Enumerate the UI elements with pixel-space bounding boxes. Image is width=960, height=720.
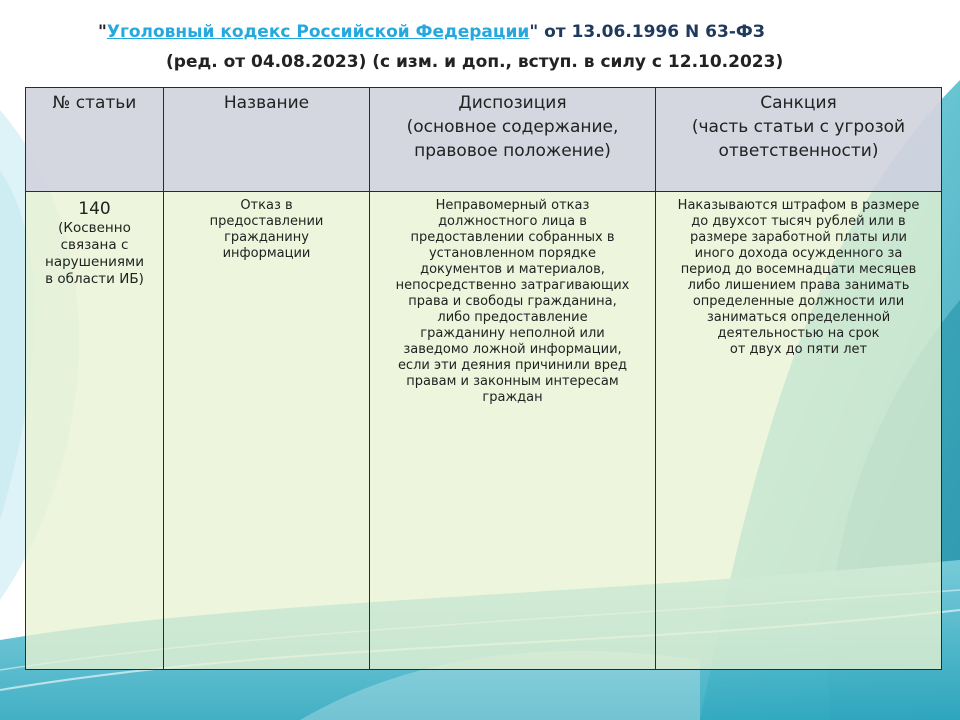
code-link[interactable]: Уголовный кодекс Российской Федерации	[106, 22, 530, 42]
page-title	[98, 22, 765, 42]
header-line: Диспозиция	[458, 93, 567, 113]
header-line: (основное содержание,	[406, 117, 619, 137]
sanction-line: период до восемнадцати месяцев	[680, 262, 917, 277]
cell-name	[164, 192, 370, 670]
disposition-line: если эти деяния причинили вред	[397, 358, 628, 373]
header-article-number	[26, 88, 164, 192]
name-line: гражданину	[224, 230, 309, 245]
title-quote-open: "	[98, 22, 107, 42]
header-name	[164, 88, 370, 192]
sanction-line: до двухсот тысяч рублей или в	[691, 214, 906, 229]
cell-sanction	[656, 192, 942, 670]
table-header-row	[26, 88, 942, 192]
disposition-line: предоставлении собранных в	[410, 230, 615, 245]
page-subtitle: (ред. от 04.08.2023) (с изм. и доп., вступ. в силу с 12.10.2023)	[166, 52, 784, 72]
disposition-line: непосредственно затрагивающих	[395, 278, 630, 293]
slide-header	[0, 0, 960, 85]
header-line: правовое положение)	[414, 141, 611, 161]
name-line: информации	[222, 246, 311, 261]
article-number: 140	[78, 199, 111, 219]
header-line: ответственности)	[718, 141, 879, 161]
article-note-line: в области ИБ)	[45, 271, 144, 287]
title-rest: " от 13.06.1996 N 63-ФЗ	[529, 22, 765, 42]
cell-disposition	[370, 192, 656, 670]
sanction-line: либо лишением права занимать	[687, 278, 910, 293]
header-line: Название	[223, 93, 310, 113]
article-note-line: нарушениями	[45, 254, 144, 270]
law-table	[25, 87, 942, 670]
header-sanction	[656, 88, 942, 192]
disposition-line: заведомо ложной информации,	[403, 342, 622, 357]
disposition-line: установленном порядке	[428, 246, 597, 261]
header-line: (часть статьи с угрозой	[691, 117, 906, 137]
sanction-line: заниматься определенной	[706, 310, 891, 325]
table-row	[26, 192, 942, 670]
sanction-line: деятельностью на срок	[717, 326, 880, 341]
name-line: предоставлении	[209, 214, 324, 229]
sanction-line: иного дохода осужденного за	[694, 246, 903, 261]
header-line: № статьи	[52, 93, 137, 113]
sanction-line: Наказываются штрафом в размере	[677, 198, 920, 213]
article-note-line: связана с	[60, 237, 129, 253]
disposition-line: правам и законным интересам	[406, 374, 619, 389]
disposition-line: гражданину неполной или	[420, 326, 605, 341]
header-line: Санкция	[760, 93, 837, 113]
disposition-line: должностного лица в	[438, 214, 587, 229]
sanction-line: от двух до пяти лет	[729, 342, 868, 357]
disposition-line: документов и материалов,	[420, 262, 605, 277]
sanction-line: определенные должности или	[692, 294, 905, 309]
sanction-line: размере заработной платы или	[690, 230, 907, 245]
disposition-line: Неправомерный отказ	[435, 198, 590, 213]
disposition-line: граждан	[482, 390, 543, 405]
article-note-line: (Косвенно	[58, 220, 131, 236]
cell-article-number	[26, 192, 164, 670]
header-disposition	[370, 88, 656, 192]
disposition-line: права и свободы гражданина,	[408, 294, 617, 309]
disposition-line: либо предоставление	[437, 310, 588, 325]
name-line: Отказ в	[240, 198, 293, 213]
